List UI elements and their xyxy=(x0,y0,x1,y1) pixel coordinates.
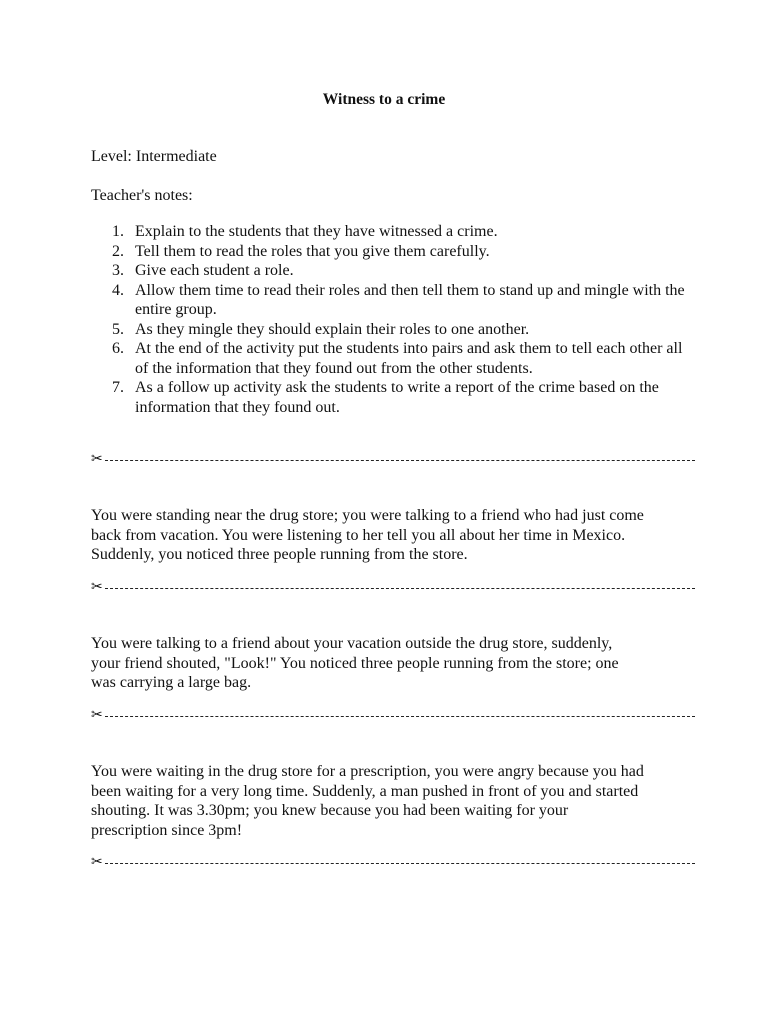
note-text: Explain to the students that they have witnessed a crime. xyxy=(135,223,498,240)
note-number: 1. xyxy=(112,223,124,240)
note-number: 7. xyxy=(112,379,124,396)
role-text-line: your friend shouted, "Look!" You noticed three people running from the store; one xyxy=(91,654,619,672)
note-number: 4. xyxy=(112,281,124,299)
note-item xyxy=(91,281,691,320)
role-text-line: back from vacation. You were listening to her tell you all about her time in Mexico. xyxy=(91,526,626,544)
cut-line xyxy=(91,855,695,871)
note-text: At the end of the activity put the students into pairs and ask them to tell each other all of the information that they found out from the other students. xyxy=(135,340,683,377)
role-text-line: prescription since 3pm! xyxy=(91,821,243,839)
note-number: 5. xyxy=(112,320,124,338)
note-text: Tell them to read the roles that you give them carefully. xyxy=(135,242,490,260)
note-text: Allow them time to read their roles and then tell them to stand up and mingle with the entire group. xyxy=(135,281,685,318)
cut-line xyxy=(91,580,695,596)
scissors-icon: ✂ xyxy=(91,580,103,595)
note-text: Give each student a role. xyxy=(135,262,294,279)
note-number: 6. xyxy=(112,340,124,357)
role-text-line: You were talking to a friend about your vacation outside the drug store, suddenly, xyxy=(91,635,613,652)
dashed-line xyxy=(105,716,695,717)
dashed-line xyxy=(105,460,695,461)
scissors-icon: ✂ xyxy=(91,452,103,467)
cut-line xyxy=(91,708,695,724)
note-text: As a follow up activity ask the students to write a report of the crime based on the information that they found out. xyxy=(135,379,659,416)
level-text: Level: Intermediate xyxy=(91,148,217,165)
note-item xyxy=(91,242,691,262)
note-item xyxy=(91,261,691,281)
document-title: Witness to a crime xyxy=(322,91,446,108)
role-text-line: been waiting for a very long time. Suddenly, a man pushed in front of you and started xyxy=(91,782,639,800)
teacher-notes-list xyxy=(91,222,691,417)
note-item xyxy=(91,378,691,417)
scissors-icon: ✂ xyxy=(91,855,103,870)
note-item xyxy=(91,320,691,340)
note-text: As they mingle they should explain their roles to one another. xyxy=(135,320,530,338)
notes-heading: Teacher's notes: xyxy=(91,187,193,204)
role-card-3 xyxy=(91,762,701,840)
dashed-line xyxy=(105,588,695,589)
role-card-1 xyxy=(91,506,701,565)
role-text-line: shouting. It was 3.30pm; you knew because you had been waiting for your xyxy=(91,802,569,819)
cut-line xyxy=(91,452,695,468)
note-number: 3. xyxy=(112,262,124,279)
role-text-line: You were waiting in the drug store for a prescription, you were angry because you had xyxy=(91,763,644,780)
note-number: 2. xyxy=(112,242,124,260)
scissors-icon: ✂ xyxy=(91,708,103,723)
role-text-line: was carrying a large bag. xyxy=(91,674,252,691)
note-item xyxy=(91,222,691,242)
note-item xyxy=(91,339,691,378)
role-text-line: Suddenly, you noticed three people running from the store. xyxy=(91,546,468,563)
dashed-line xyxy=(105,863,695,864)
role-card-2 xyxy=(91,634,701,693)
role-text-line: You were standing near the drug store; you were talking to a friend who had just come xyxy=(91,507,644,524)
